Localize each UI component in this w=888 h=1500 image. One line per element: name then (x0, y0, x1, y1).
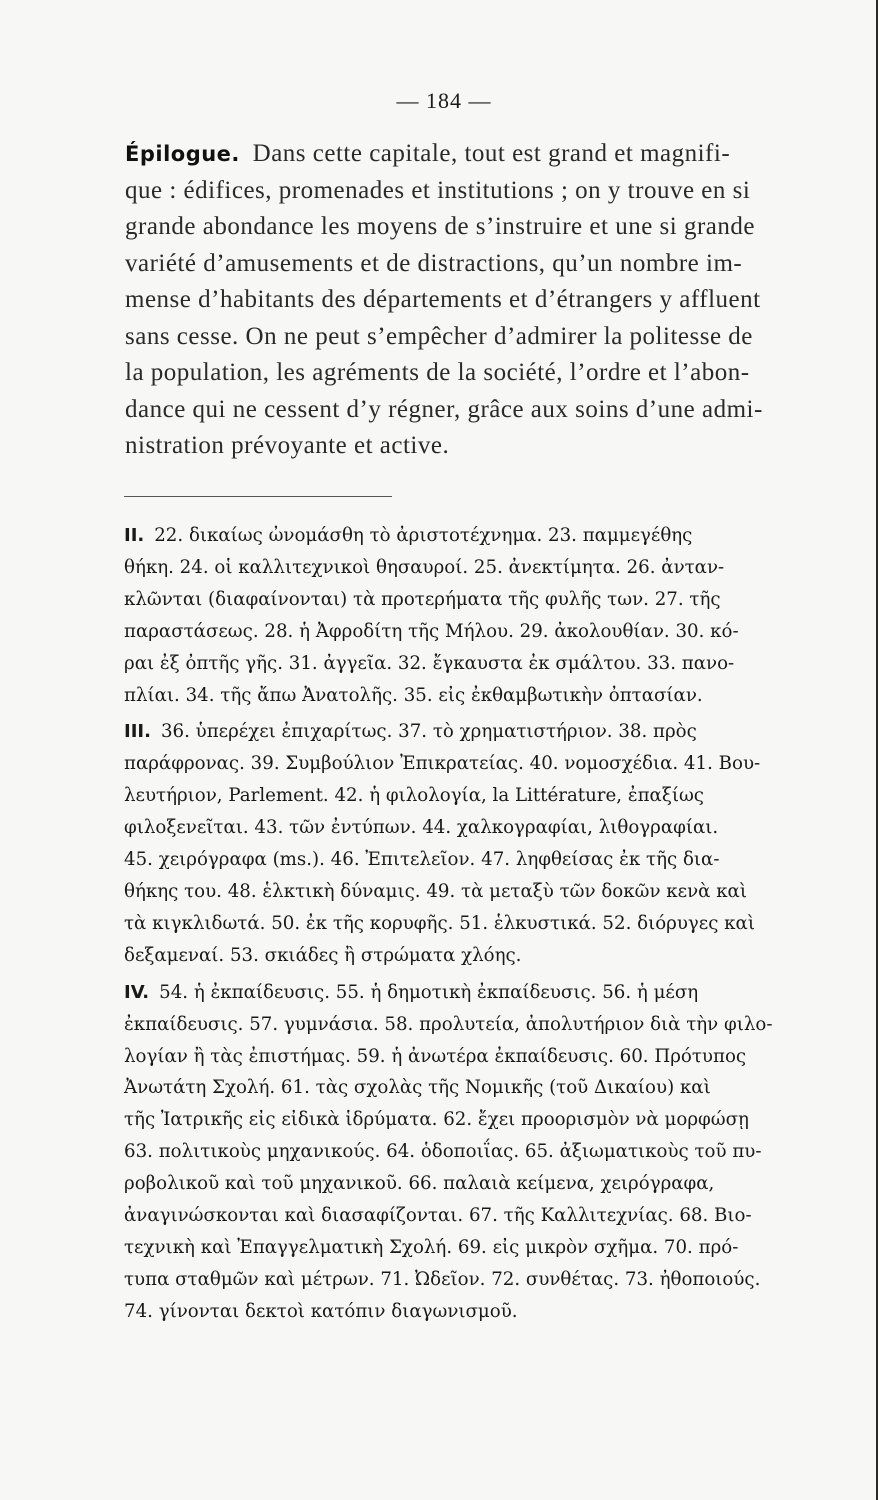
epilogue-text: Dans cette capitale, tout est grand et magnifi- (252, 140, 731, 167)
notes-section-iv (124, 977, 874, 1328)
note-line: λογίαν ἢ τὰς ἐπιστήμας. 59. ἡ ἀνωτέρα ἐκπαίδευσις. 60. Πρότυπος (124, 1045, 747, 1067)
epilogue-line: que : édifices, promenades et institutions ; on y trouve en si (125, 176, 751, 204)
note-line: 45. χειρόγραφα (ms.). 46. Ἐπιτελεῖον. 47. ληφθείσας ἐκ τῆς δια- (124, 849, 720, 871)
epilogue-line: variété d’amusements et de distractions, qu’un nombre im- (125, 249, 743, 277)
note-line: τεχνικὴ καὶ Ἐπαγγελματικὴ Σχολή. 69. εἰς μικρὸν σχῆμα. 70. πρό- (124, 1236, 739, 1258)
section-number: II. (124, 525, 145, 546)
epilogue-line: nistration prévoyante et active. (125, 432, 450, 459)
notes-section-iii (124, 716, 874, 971)
note-line: ἐκπαίδευσις. 57. γυμνάσια. 58. προλυτεία, ἀπολυτήριον διὰ τὴν φιλο- (124, 1013, 773, 1035)
note-line: θήκης του. 48. ἑλκτικὴ δύναμις. 49. τὰ μεταξὺ τῶν δοκῶν κενὰ καὶ (124, 880, 747, 902)
note-line: τῆς Ἰατρικῆς εἰς εἰδικὰ ἱδρύματα. 62. ἔχει προορισμὸν νὰ μορφώσῃ (124, 1109, 749, 1131)
epilogue-paragraph (125, 136, 875, 465)
note-line: 74. γίνονται δεκτοὶ κατόπιν διαγωνισμοῦ. (124, 1300, 518, 1322)
note-line: δεξαμεναί. 53. σκιάδες ἢ στρώματα χλόης. (124, 944, 522, 966)
note-line: πλίαι. 34. τῆς ἄπω Ἀνατολῆς. 35. εἰς ἐκθαμβωτικὴν ὀπτασίαν. (124, 684, 703, 706)
note-line: 63. πολιτικοὺς μηχανικούς. 64. ὁδοποιΐας. 65. ἀξιωματικοὺς τοῦ πυ- (124, 1141, 762, 1163)
note-text: 54. ἡ ἐκπαίδευσις. 55. ἡ δημοτικὴ ἐκπαίδευσις. 56. ἡ μέση (159, 981, 699, 1003)
note-line: τυπα σταθμῶν καὶ μέτρων. 71. Ὠδεῖον. 72. συνθέτας. 73. ἠθοποιούς. (124, 1268, 761, 1290)
note-line: παραστάσεως. 28. ἡ Ἀφροδίτη τῆς Μήλου. 29. ἀκολουθίαν. 30. κό- (124, 620, 739, 642)
epilogue-heading: Épilogue. (125, 142, 240, 166)
vocabulary-notes (124, 520, 874, 1333)
note-line (124, 716, 874, 748)
section-number: III. (124, 721, 151, 743)
note-line: λευτήριον, Parlement. 42. ἡ φιλολογία, la Littérature, ἐπαξίως (124, 785, 704, 807)
note-line: φιλοξενεῖται. 43. τῶν ἐντύπων. 44. χαλκογραφίαι, λιθογραφίαι. (124, 817, 719, 839)
epilogue-line: sans cesse. On ne peut s’empêcher d’admirer la politesse de (125, 322, 753, 350)
note-line (124, 977, 874, 1009)
footnote-separator (124, 496, 392, 497)
note-line: θήκη. 24. οἱ καλλιτεχνικοὶ θησαυροί. 25. ἀνεκτίμητα. 26. ἀνταν- (124, 556, 725, 578)
note-line: τὰ κιγκλιδωτά. 50. ἐκ τῆς κορυφῆς. 51. ἑλκυστικά. 52. διόρυγες καὶ (124, 912, 755, 934)
note-line: ραι ἐξ ὀπτῆς γῆς. 31. ἀγγεῖα. 32. ἔγκαυστα ἐκ σμάλτου. 33. πανο- (124, 652, 735, 674)
notes-section-ii (124, 520, 874, 711)
note-text: 36. ὑπερέχει ἐπιχαρίτως. 37. τὸ χρηματιστήριον. 38. πρὸς (160, 721, 697, 743)
epilogue-line: dance qui ne cessent d’y régner, grâce aux soins d’une admi- (125, 395, 763, 423)
note-line: Ἀνωτάτη Σχολή. 61. τὰς σχολὰς τῆς Νομικῆς (τοῦ Δικαίου) καὶ (124, 1077, 711, 1099)
note-line: παράφρονας. 39. Συμβούλιον Ἐπικρατείας. 40. νομοσχέδια. 41. Βου- (124, 753, 761, 775)
epilogue-line: mense d’habitants des départements et d’étrangers y affluent (125, 286, 761, 313)
section-number: IV. (124, 981, 150, 1003)
note-line (124, 520, 874, 552)
note-line: ροβολικοῦ καὶ τοῦ μηχανικοῦ. 66. παλαιὰ κείμενα, χειρόγραφα, (124, 1173, 715, 1195)
epilogue-line: la population, les agréments de la société, l’ordre et l’abon- (125, 359, 750, 386)
epilogue-line (125, 136, 875, 173)
note-line: ἀναγινώσκονται καὶ διασαφίζονται. 67. τῆς Καλλιτεχνίας. 68. Βιο- (124, 1205, 752, 1227)
page-edge (876, 0, 888, 1500)
page-number: — 184 — (396, 88, 492, 113)
note-line: κλῶνται (διαφαίνονται) τὰ προτερήματα τῆς φυλῆς των. 27. τῆς (124, 588, 721, 610)
note-text: 22. δικαίως ὠνομάσθη τὸ ἀριστοτέχνημα. 23. παμμεγέθης (154, 525, 693, 546)
epilogue-line: grande abondance les moyens de s’instruire et une si grande (125, 213, 755, 240)
